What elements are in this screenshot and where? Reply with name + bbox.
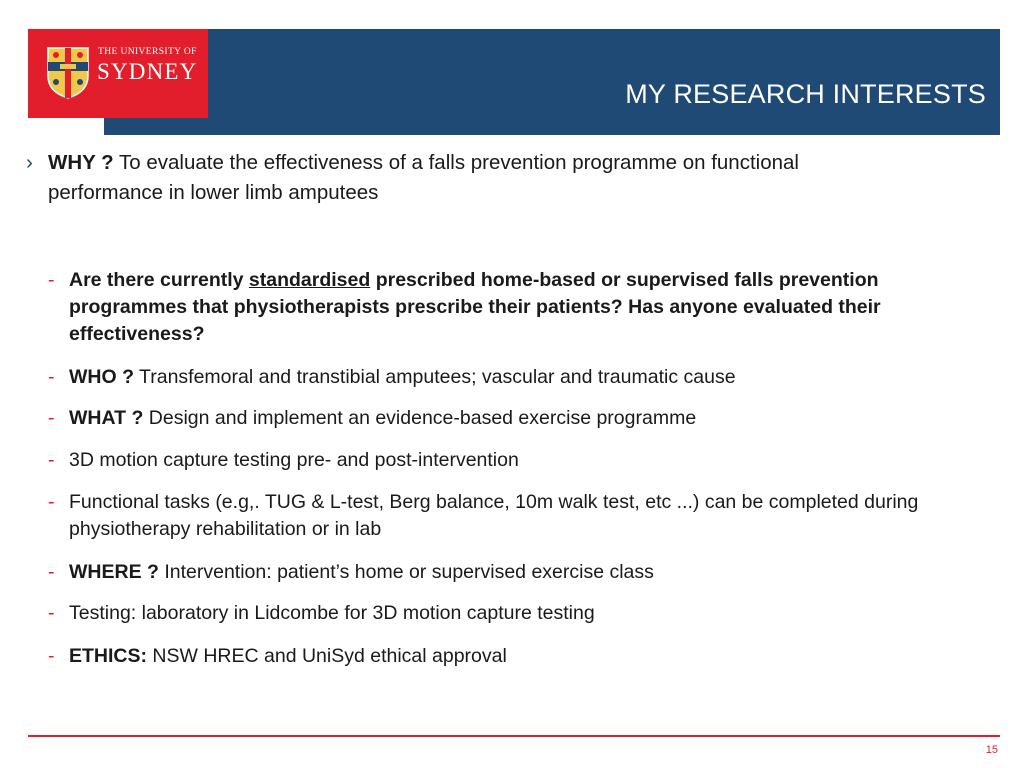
- footer-divider: [28, 735, 1000, 737]
- page-number: 15: [985, 744, 998, 756]
- what-label: WHAT ?: [69, 407, 144, 429]
- logo-text-small: THE UNIVERSITY OF: [98, 47, 197, 57]
- tasks-text: Functional tasks (e.g,. TUG & L-test, Berg balance, 10m walk test, etc ...) can be completed during physiotherapy rehabilitation or in lab: [69, 491, 919, 540]
- motion-text: 3D motion capture testing pre- and post-intervention: [69, 449, 519, 471]
- question-text-part1: Are there currently: [69, 269, 249, 291]
- why-text: To evaluate the effectiveness of a falls prevention programme on functional performance in lower limb amputees: [48, 151, 799, 204]
- question-text-part2: prescribed home-based or supervised falls prevention programmes that physiotherapists prescribe their patients? Has anyone evaluated their effectiveness?: [69, 269, 881, 345]
- dash-bullet-icon: -: [48, 366, 55, 388]
- testing-text: Testing: laboratory in Lidcombe for 3D motion capture testing: [69, 602, 595, 624]
- title-banner: [104, 29, 1000, 135]
- who-text: Transfemoral and transtibial amputees; vascular and traumatic cause: [133, 366, 736, 388]
- dash-bullet-icon: -: [48, 407, 55, 429]
- why-label: WHY ?: [48, 151, 114, 174]
- dash-bullet-icon: -: [48, 449, 55, 471]
- dash-bullet-icon: -: [48, 561, 55, 583]
- ethics-text: NSW HREC and UniSyd ethical approval: [147, 645, 507, 667]
- where-text: Intervention: patient’s home or supervised exercise class: [158, 561, 654, 583]
- who-label: WHO ?: [69, 366, 134, 388]
- dash-bullet-icon: -: [48, 602, 55, 624]
- chevron-bullet-icon: ›: [26, 151, 33, 174]
- question-underlined-word: standardised: [248, 269, 371, 291]
- dash-bullet-icon: -: [48, 269, 55, 291]
- dash-bullet-icon: -: [48, 645, 55, 667]
- ethics-label: ETHICS:: [69, 645, 147, 667]
- dash-bullet-icon: -: [48, 491, 55, 513]
- where-label: WHERE ?: [69, 561, 159, 583]
- slide-title: MY RESEARCH INTERESTS: [625, 79, 986, 109]
- university-logo: [28, 29, 208, 118]
- logo-text-sydney: SYDNEY: [97, 59, 198, 84]
- what-text: Design and implement an evidence-based exercise programme: [143, 407, 697, 429]
- crest-icon: [46, 46, 90, 100]
